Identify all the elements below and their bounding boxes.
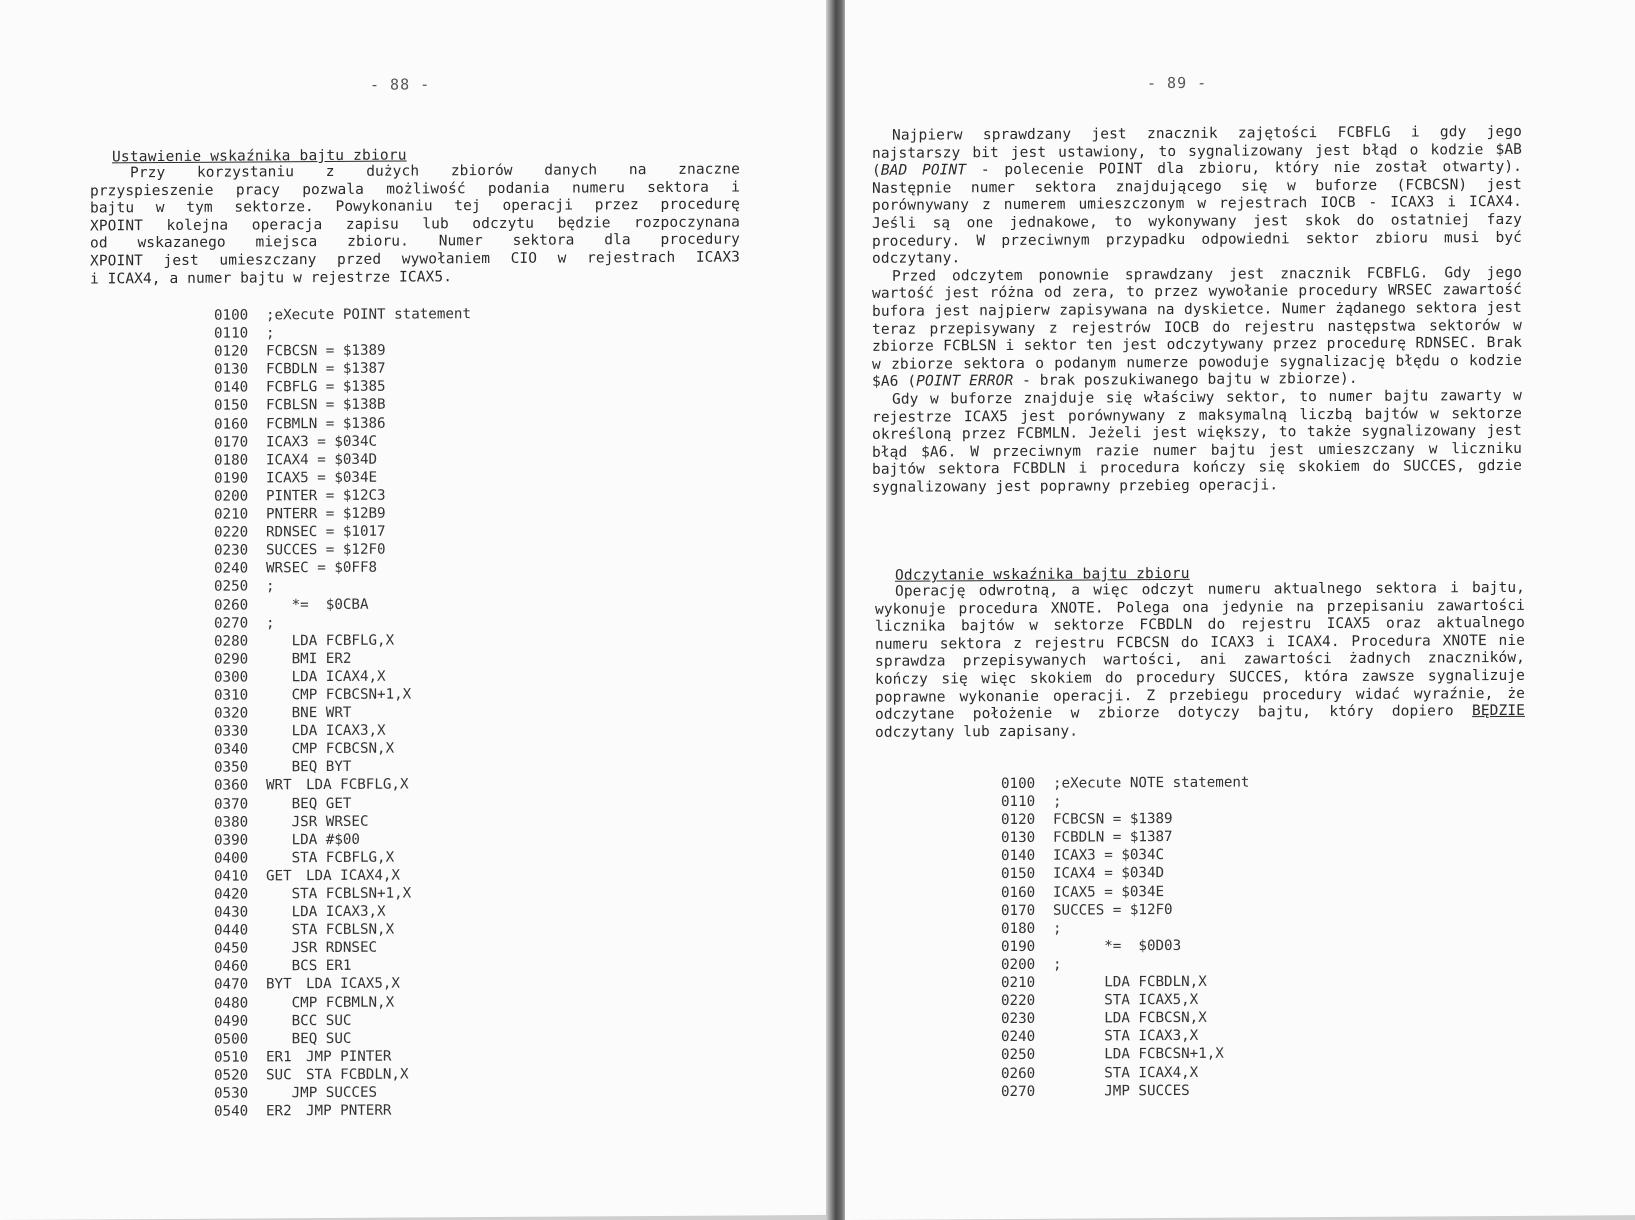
code-listing — [214, 305, 471, 1121]
line-number: 0460 — [214, 958, 249, 976]
code-line — [214, 414, 471, 434]
line-number: 0140 — [1001, 848, 1036, 865]
paragraph-line: i ICAX4, a numer bajtu w rejestrze ICAX5. — [90, 268, 453, 288]
code-line — [1001, 1027, 1249, 1047]
code-text: ; — [1053, 956, 1062, 973]
code-line — [214, 703, 471, 723]
code-label: BYT — [266, 976, 292, 993]
paragraph-line: XPOINT jest umieszczany przed wywołaniem CIO w rejestrach ICAX3 — [90, 249, 740, 270]
code-line — [214, 812, 471, 832]
code-line — [214, 1083, 471, 1103]
code-text: LDA ICAX3,X — [266, 722, 386, 740]
code-line — [1001, 1009, 1249, 1029]
line-number: 0360 — [214, 777, 249, 795]
line-number: 0170 — [1001, 902, 1036, 919]
code-line — [1001, 900, 1249, 920]
line-number: 0250 — [1001, 1047, 1036, 1064]
code-text: FCBCSN = $1389 — [266, 342, 386, 360]
line-number: 0410 — [214, 868, 249, 885]
text: Przed odczytem ponownie sprawdzany jest znacznik FCBFLG. Gdy jego wartość jest różna od zera, to przez wywołanie procedury WRSEC zawartość bufora jest najpierw zapisywana na dyskietce. Numer żądanego sektora jest teraz przepisywany z rejestrów IOCB do rejestru następstwa sektorów w zbiorze FCBLSN i sektor ten jest odczytywany przez procedurę RDNSEC. Brak w zbiorze sektora o podanym numerze powoduje sygnalizację błędu o kodzie $A6 ( — [872, 264, 1522, 391]
code-line — [214, 432, 471, 452]
code-text: JSR WRSEC — [266, 813, 369, 831]
code-line — [214, 468, 471, 488]
line-number: 0210 — [214, 506, 249, 523]
code-label: ER1 — [266, 1049, 292, 1066]
code-text: JMP PINTER — [306, 1048, 392, 1065]
code-text: LDA FCBCSN,X — [1053, 1010, 1207, 1027]
code-label: WRT — [266, 777, 292, 794]
code-text: ICAX3 = $034C — [1053, 847, 1165, 865]
line-number: 0390 — [214, 832, 249, 849]
code-line — [214, 522, 471, 542]
line-number: 0230 — [1001, 1011, 1036, 1028]
code-text: STA FCBLSN+1,X — [266, 885, 412, 903]
code-text: STA FCBFLG,X — [266, 849, 395, 867]
code-text: STA FCBDLN,X — [306, 1066, 409, 1084]
line-number: 0110 — [1001, 793, 1036, 811]
line-number: 0400 — [214, 850, 249, 867]
line-number: 0160 — [1001, 884, 1036, 901]
line-number: 0250 — [214, 578, 249, 596]
code-label: ER2 — [266, 1103, 292, 1120]
underlined-text: BĘDZIE — [1472, 703, 1525, 720]
code-text: ICAX5 = $034E — [1053, 883, 1165, 901]
code-line — [214, 1029, 471, 1049]
code-line — [1001, 954, 1249, 974]
right-page — [845, 0, 1635, 1220]
line-number: 0370 — [214, 796, 249, 813]
line-number: 0200 — [1001, 956, 1036, 973]
paragraph-line: bajtu w tym sektorze. Powykonaniu tej operacji przez procedurę — [90, 196, 740, 217]
line-number: 0240 — [214, 560, 249, 578]
code-text: SUCCES = $12F0 — [1053, 901, 1173, 919]
paragraph-line: XPOINT kolejna operacja zapisu lub odczytu będzie rozpoczynana — [90, 214, 740, 235]
paragraph — [872, 124, 1522, 497]
code-line — [214, 848, 471, 868]
code-text: STA ICAX5,X — [1053, 991, 1199, 1009]
code-line — [214, 359, 471, 379]
code-text: LDA FCBCSN+1,X — [1053, 1046, 1224, 1064]
code-text: FCBFLG = $1385 — [266, 379, 386, 396]
code-line — [214, 1065, 471, 1085]
code-line — [1001, 936, 1249, 956]
code-text: *= $0D03 — [1053, 937, 1182, 955]
code-text: FCBMLN = $1386 — [266, 415, 386, 432]
code-text: CMP FCBMLN,X — [266, 994, 395, 1011]
code-text: BEQ GET — [266, 795, 352, 812]
code-text: FCBDLN = $1387 — [266, 360, 386, 378]
text: - brak poszukiwanego bajtu w zbiorze). — [1013, 371, 1358, 390]
line-number: 0120 — [1001, 812, 1036, 829]
code-label: SUC — [266, 1067, 292, 1084]
code-text: LDA #$00 — [266, 831, 360, 849]
code-line — [1001, 991, 1249, 1011]
code-line — [214, 739, 471, 759]
line-number: 0500 — [214, 1031, 249, 1048]
code-line — [214, 757, 471, 777]
line-number: 0470 — [214, 976, 249, 994]
code-line — [214, 685, 471, 705]
code-line — [1001, 1045, 1249, 1065]
code-line — [214, 1011, 471, 1031]
section-heading: Odczytanie wskaźnika bajtu zbioru — [895, 565, 1190, 584]
code-text: BEQ SUC — [266, 1030, 352, 1048]
section-heading: Ustawienie wskaźnika bajtu zbioru — [112, 147, 407, 166]
paragraph-line: od wskazanego miejsca zbioru. Numer sektora dla procedury — [90, 231, 740, 252]
line-number: 0440 — [214, 922, 249, 939]
code-text: ;eXecute POINT statement — [266, 306, 471, 324]
line-number: 0530 — [214, 1085, 249, 1102]
text: odczytany lub zapisany. — [875, 723, 1079, 741]
code-line — [1001, 882, 1249, 902]
line-number: 0270 — [214, 615, 249, 632]
line-number: 0140 — [214, 379, 249, 397]
line-number: 0100 — [1001, 775, 1036, 793]
code-text: LDA ICAX4,X — [306, 867, 400, 885]
code-line — [1001, 810, 1249, 830]
code-text: JSR RDNSEC — [266, 939, 378, 957]
line-number: 0260 — [214, 596, 249, 614]
line-number: 0520 — [214, 1067, 249, 1084]
line-number: 0190 — [1001, 938, 1036, 955]
code-text: JMP PNTERR — [306, 1102, 392, 1120]
code-line — [1001, 973, 1249, 993]
code-text: BEQ BYT — [266, 759, 352, 776]
text: Gdy w buforze znajduje się właściwy sektor, to numer bajtu zawarty w rejestrze ICAX5 jest porównywany z maksymalną liczbą bajtów w sektorze określoną przez FCBMLN. Jeżeli jest większy, to także sygnalizowany jest błąd $A6. W przeciwnym razie numer bajtu jest umieszczany w liczniku bajtów sektora FCBDLN i procedura kończy się skokiem do SUCCES, gdzie sygnalizowany jest poprawny przebieg operacji. — [872, 387, 1522, 496]
text: Najpierw sprawdzany jest znacznik zajętości FCBFLG i gdy jego najstarszy bit jest ustawiony, to sygnalizowany jest błąd o kodzie $AB ( — [872, 123, 1522, 180]
code-text: FCBDLN = $1387 — [1053, 829, 1173, 847]
paragraph-line: przyspieszenie pracy pozwala możliwość podania numeru sektora i — [90, 179, 740, 200]
code-text: LDA FCBFLG,X — [266, 632, 395, 650]
code-line — [1001, 1081, 1249, 1101]
code-text: LDA FCBDLN,X — [1053, 973, 1207, 991]
code-line — [1001, 774, 1249, 794]
code-text: *= $0CBA — [266, 596, 369, 613]
line-number: 0330 — [214, 723, 249, 740]
code-line — [214, 486, 471, 506]
code-line — [214, 377, 471, 397]
code-text: ; — [1053, 920, 1062, 937]
line-number: 0110 — [214, 325, 249, 342]
code-text: ;eXecute NOTE statement — [1053, 774, 1250, 792]
line-number: 0150 — [214, 397, 249, 415]
code-text: SUCCES = $12F0 — [266, 541, 386, 559]
line-number: 0510 — [214, 1049, 249, 1066]
code-text: STA FCBLSN,X — [266, 921, 395, 939]
code-line — [214, 613, 471, 633]
line-number: 0340 — [214, 741, 249, 758]
code-text: ICAX4 = $034D — [266, 451, 378, 469]
code-text: WRSEC = $0FF8 — [266, 560, 378, 577]
line-number: 0200 — [214, 488, 249, 505]
code-text: FCBLSN = $138B — [266, 397, 386, 414]
line-number: 0490 — [214, 1013, 249, 1030]
paragraph-line: Przy korzystaniu z dużych zbiorów danych na znaczne — [130, 161, 740, 182]
code-text: ; — [266, 578, 275, 595]
code-text: JMP SUCCES — [266, 1084, 378, 1102]
code-line — [214, 975, 471, 995]
code-text: PINTER = $12C3 — [266, 487, 386, 505]
line-number: 0290 — [214, 651, 249, 668]
line-number: 0260 — [1001, 1065, 1036, 1082]
line-number: 0220 — [214, 524, 249, 541]
line-number: 0120 — [214, 343, 249, 360]
code-line — [1001, 846, 1249, 866]
code-line — [1001, 918, 1249, 938]
line-number: 0160 — [214, 416, 249, 433]
code-line — [214, 577, 471, 597]
line-number: 0210 — [1001, 974, 1036, 992]
text: - polecenie POINT dla zbioru, który nie został otwarty). Następnie numer sektora znajdującego się w buforze (FCBCSN) jest porównywany z numerem umieszczonym w rejestrach IOCB - ICAX3 i ICAX4. Jeśli są one jednakowe, to wykonywany jest skok do ostatniej fazy procedury. W przeciwnym przypadku odpowiedni sektor zbioru musi być odczytany. — [872, 159, 1523, 267]
code-line — [214, 323, 471, 343]
line-number: 0420 — [214, 886, 249, 903]
line-number: 0190 — [214, 470, 249, 487]
code-line — [214, 396, 471, 416]
code-text: PNTERR = $12B9 — [266, 505, 386, 523]
page-number: - 89 - — [1147, 73, 1208, 93]
code-line — [214, 938, 471, 958]
code-text: CMP FCBCSN+1,X — [266, 686, 412, 704]
line-number: 0380 — [214, 814, 249, 831]
code-line — [214, 504, 471, 524]
code-line — [214, 1047, 471, 1067]
code-line — [214, 920, 471, 940]
line-number: 0170 — [214, 434, 249, 451]
text: Operację odwrotną, a więc odczyt numeru aktualnego sektora i bajtu, wykonuje procedura XNOTE. Polega ona jedynie na przepisaniu zawartości licznika bajtów w sektorze FCBDLN do rejestru ICAX5 oraz aktualnego numeru sektora z rejestru FCBCSN do ICAX3 i ICAX4. Procedura XNOTE nie sprawdza przepisywanych wartości, ani zawartości żadnych znaczników, kończy się więc skokiem do procedury SUCCES, która zawsze sygnalizuje poprawne wykonanie operacji. Z przebiegu procedury widać wyraźnie, że odczytane położenie w zbiorze dotyczy bajtu, który dopiero — [875, 579, 1525, 723]
code-text: JMP SUCCES — [1053, 1082, 1190, 1100]
line-number: 0540 — [214, 1103, 249, 1120]
line-number: 0230 — [214, 542, 249, 559]
code-text: ICAX5 = $034E — [266, 469, 378, 487]
code-label: GET — [266, 868, 292, 885]
code-text: ICAX4 = $034D — [1053, 865, 1165, 883]
code-line — [214, 631, 471, 651]
code-text: BMI ER2 — [266, 650, 352, 668]
code-text: ; — [266, 325, 275, 342]
code-text: LDA ICAX3,X — [266, 903, 386, 921]
paragraph — [90, 161, 740, 288]
code-line — [214, 450, 471, 470]
code-line — [214, 902, 471, 922]
code-line — [214, 558, 471, 578]
line-number: 0430 — [214, 904, 249, 921]
code-text: ; — [1053, 793, 1062, 810]
line-number: 0270 — [1001, 1083, 1036, 1100]
code-line — [1001, 792, 1249, 812]
code-line — [214, 993, 471, 1013]
code-line — [1001, 828, 1249, 848]
code-line — [214, 540, 471, 560]
code-line — [1001, 864, 1249, 884]
code-line — [214, 1101, 471, 1121]
code-text: LDA FCBFLG,X — [306, 776, 409, 794]
paragraph — [875, 580, 1525, 742]
code-text: LDA ICAX5,X — [306, 976, 400, 993]
line-number: 0100 — [214, 307, 249, 324]
code-line — [214, 884, 471, 904]
code-text: LDA ICAX4,X — [266, 668, 386, 686]
line-number: 0320 — [214, 705, 249, 722]
italic-text: BAD POINT — [880, 162, 967, 179]
code-line — [214, 866, 471, 886]
line-number: 0310 — [214, 687, 249, 704]
line-number: 0240 — [1001, 1029, 1036, 1046]
code-text: BNE WRT — [266, 704, 352, 722]
line-number: 0180 — [1001, 920, 1036, 937]
line-number: 0280 — [214, 633, 249, 650]
line-number: 0450 — [214, 940, 249, 957]
code-text: STA ICAX3,X — [1053, 1028, 1199, 1046]
code-line — [214, 956, 471, 976]
line-number: 0130 — [214, 361, 249, 378]
line-number: 0180 — [214, 452, 249, 469]
line-number: 0300 — [214, 669, 249, 686]
page-number: - 88 - — [370, 75, 431, 94]
code-text: BCS ER1 — [266, 958, 352, 975]
code-line — [214, 667, 471, 687]
code-text: FCBCSN = $1389 — [1053, 811, 1173, 828]
code-text: STA ICAX4,X — [1053, 1064, 1199, 1082]
code-line — [214, 830, 471, 850]
code-line — [214, 341, 471, 361]
code-text: ICAX3 = $034C — [266, 433, 378, 451]
code-text: RDNSEC = $1017 — [266, 523, 386, 541]
line-number: 0350 — [214, 759, 249, 777]
code-line — [214, 305, 471, 325]
line-number: 0130 — [1001, 830, 1036, 847]
code-line — [214, 595, 471, 615]
code-text: ; — [266, 614, 275, 631]
code-line — [214, 794, 471, 814]
line-number: 0150 — [1001, 866, 1036, 883]
code-line — [1001, 1063, 1249, 1083]
italic-text: POINT ERROR — [916, 373, 1014, 390]
code-line — [214, 721, 471, 741]
code-text: CMP FCBCSN,X — [266, 740, 395, 758]
line-number: 0480 — [214, 995, 249, 1012]
code-listing — [1001, 774, 1249, 1101]
code-line — [214, 649, 471, 669]
code-line — [214, 776, 471, 796]
code-text: BCC SUC — [266, 1012, 352, 1030]
line-number: 0220 — [1001, 992, 1036, 1010]
